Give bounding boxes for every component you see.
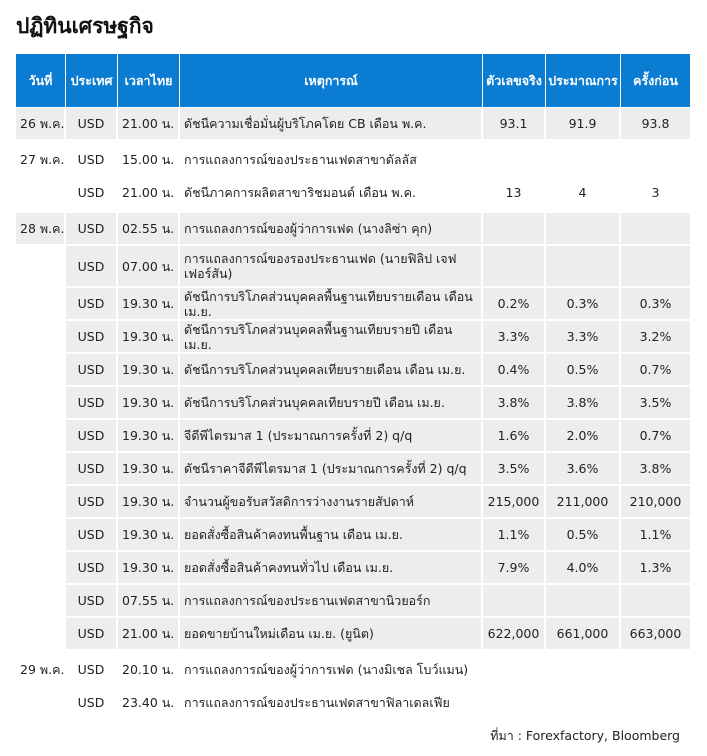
date-cell: 28 พ.ค.	[16, 210, 66, 246]
forecast-cell: 91.9	[546, 108, 621, 141]
time-cell: 19.30 น.	[118, 420, 180, 453]
date-cell	[16, 420, 66, 453]
actual-cell	[483, 141, 546, 177]
country-cell: USD	[66, 354, 118, 387]
forecast-cell: 3.8%	[546, 387, 621, 420]
header-thai-time[interactable]: เวลาไทย	[118, 54, 180, 108]
country-cell: USD	[66, 321, 118, 354]
table-row[interactable]	[16, 387, 690, 420]
previous-cell: 93.8	[621, 108, 690, 141]
date-cell	[16, 486, 66, 519]
table-row[interactable]	[16, 486, 690, 519]
forecast-cell: 4	[546, 177, 621, 210]
forecast-cell	[546, 141, 621, 177]
event-cell: ยอดสั่งซื้อสินค้าคงทนพื้นฐาน เดือน เม.ย.	[180, 519, 483, 552]
country-cell: USD	[66, 585, 118, 618]
previous-cell	[621, 687, 690, 720]
actual-cell	[483, 687, 546, 720]
date-cell	[16, 552, 66, 585]
time-cell: 19.30 น.	[118, 486, 180, 519]
country-cell: USD	[66, 141, 118, 177]
actual-cell: 0.4%	[483, 354, 546, 387]
table-header-row	[16, 54, 690, 108]
actual-cell: 1.6%	[483, 420, 546, 453]
event-cell: ดัชนีความเชื่อมั่นผู้บริโภคโดย CB เดือน พ.ค.	[180, 108, 483, 141]
actual-cell: 3.3%	[483, 321, 546, 354]
event-cell: การแถลงการณ์ของผู้ว่าการเฟด (นางมิเชล โบว์แมน)	[180, 651, 483, 687]
table-row[interactable]	[16, 687, 690, 720]
time-cell: 23.40 น.	[118, 687, 180, 720]
table-row[interactable]	[16, 321, 690, 354]
actual-cell: 1.1%	[483, 519, 546, 552]
previous-cell: 0.7%	[621, 420, 690, 453]
table-row[interactable]	[16, 552, 690, 585]
table-row[interactable]	[16, 108, 690, 141]
date-cell	[16, 519, 66, 552]
country-cell: USD	[66, 687, 118, 720]
date-cell: 27 พ.ค.	[16, 141, 66, 177]
date-cell: 26 พ.ค.	[16, 108, 66, 141]
table-row[interactable]	[16, 141, 690, 177]
time-cell: 19.30 น.	[118, 519, 180, 552]
table-row[interactable]	[16, 354, 690, 387]
forecast-cell: 3.3%	[546, 321, 621, 354]
previous-cell: 3	[621, 177, 690, 210]
country-cell: USD	[66, 519, 118, 552]
table-row[interactable]	[16, 585, 690, 618]
forecast-cell: 211,000	[546, 486, 621, 519]
time-cell: 21.00 น.	[118, 177, 180, 210]
country-cell: USD	[66, 288, 118, 321]
country-cell: USD	[66, 552, 118, 585]
actual-cell: 622,000	[483, 618, 546, 651]
event-cell: ดัชนีราคาจีดีพีไตรมาส 1 (ประมาณการครั้งที่ 2) q/q	[180, 453, 483, 486]
date-cell	[16, 288, 66, 321]
table-row[interactable]	[16, 618, 690, 651]
event-cell: ดัชนีการบริโภคส่วนบุคคลเทียบรายเดือน เดือน เม.ย.	[180, 354, 483, 387]
date-cell	[16, 618, 66, 651]
country-cell: USD	[66, 210, 118, 246]
forecast-cell: 0.5%	[546, 354, 621, 387]
previous-cell: 210,000	[621, 486, 690, 519]
actual-cell: 3.8%	[483, 387, 546, 420]
time-cell: 07.00 น.	[118, 246, 180, 288]
event-cell: การแถลงการณ์ของประธานเฟดสาขาดัลลัส	[180, 141, 483, 177]
previous-cell: 1.3%	[621, 552, 690, 585]
country-cell: USD	[66, 420, 118, 453]
time-cell: 19.30 น.	[118, 321, 180, 354]
actual-cell	[483, 210, 546, 246]
table-row[interactable]	[16, 177, 690, 210]
forecast-cell	[546, 585, 621, 618]
forecast-cell: 0.3%	[546, 288, 621, 321]
country-cell: USD	[66, 177, 118, 210]
time-cell: 19.30 น.	[118, 453, 180, 486]
time-cell: 15.00 น.	[118, 141, 180, 177]
event-cell: ดัชนีการบริโภคส่วนบุคคลพื้นฐานเทียบรายปี เดือน เม.ย.	[180, 321, 483, 354]
time-cell: 21.00 น.	[118, 618, 180, 651]
country-cell: USD	[66, 453, 118, 486]
event-cell: จำนวนผู้ขอรับสวัสดิการว่างงานรายสัปดาห์	[180, 486, 483, 519]
actual-cell: 215,000	[483, 486, 546, 519]
economic-calendar-table	[16, 54, 690, 720]
previous-cell: 0.3%	[621, 288, 690, 321]
table-row[interactable]	[16, 246, 690, 288]
actual-cell: 7.9%	[483, 552, 546, 585]
country-cell: USD	[66, 486, 118, 519]
forecast-cell	[546, 687, 621, 720]
previous-cell	[621, 210, 690, 246]
previous-cell	[621, 141, 690, 177]
event-cell: การแถลงการณ์ของผู้ว่าการเฟด (นางลิซ่า คุก)	[180, 210, 483, 246]
time-cell: 19.30 น.	[118, 354, 180, 387]
forecast-cell	[546, 651, 621, 687]
date-cell	[16, 177, 66, 210]
source-note: ที่มา : Forexfactory, Bloomberg	[490, 728, 680, 743]
event-cell: ดัชนีการบริโภคส่วนบุคคลพื้นฐานเทียบรายเดือน เดือน เม.ย.	[180, 288, 483, 321]
previous-cell: 0.7%	[621, 354, 690, 387]
country-cell: USD	[66, 618, 118, 651]
event-cell: ยอดขายบ้านใหม่เดือน เม.ย. (ยูนิต)	[180, 618, 483, 651]
event-cell: การแถลงการณ์ของประธานเฟดสาขานิวยอร์ก	[180, 585, 483, 618]
forecast-cell: 4.0%	[546, 552, 621, 585]
date-cell	[16, 354, 66, 387]
event-cell: การแถลงการณ์ของประธานเฟดสาขาฟิลาเดลเฟีย	[180, 687, 483, 720]
table-row[interactable]	[16, 651, 690, 687]
previous-cell: 663,000	[621, 618, 690, 651]
time-cell: 19.30 น.	[118, 552, 180, 585]
date-cell: 29 พ.ค.	[16, 651, 66, 687]
event-cell: การแถลงการณ์ของรองประธานเฟด (นายฟิลิป เจฟเฟอร์สัน)	[180, 246, 483, 288]
actual-cell	[483, 246, 546, 288]
actual-cell: 3.5%	[483, 453, 546, 486]
time-cell: 07.55 น.	[118, 585, 180, 618]
previous-cell: 3.2%	[621, 321, 690, 354]
forecast-cell	[546, 210, 621, 246]
country-cell: USD	[66, 651, 118, 687]
table-row[interactable]	[16, 210, 690, 246]
time-cell: 02.55 น.	[118, 210, 180, 246]
date-cell	[16, 585, 66, 618]
previous-cell: 1.1%	[621, 519, 690, 552]
actual-cell: 93.1	[483, 108, 546, 141]
date-cell	[16, 687, 66, 720]
actual-cell	[483, 651, 546, 687]
previous-cell: 3.8%	[621, 453, 690, 486]
page-title: ปฏิทินเศรษฐกิจ	[16, 14, 154, 38]
header-forecast[interactable]: ประมาณการ	[546, 54, 621, 108]
country-cell: USD	[66, 246, 118, 288]
time-cell: 19.30 น.	[118, 387, 180, 420]
table-row[interactable]	[16, 453, 690, 486]
event-cell: จีดีพีไตรมาส 1 (ประมาณการครั้งที่ 2) q/q	[180, 420, 483, 453]
country-cell: USD	[66, 108, 118, 141]
event-cell: ดัชนีการบริโภคส่วนบุคคลเทียบรายปี เดือน เม.ย.	[180, 387, 483, 420]
date-cell	[16, 321, 66, 354]
time-cell: 19.30 น.	[118, 288, 180, 321]
header-previous[interactable]: ครั้งก่อน	[621, 54, 690, 108]
header-country[interactable]: ประเทศ	[66, 54, 118, 108]
forecast-cell	[546, 246, 621, 288]
previous-cell	[621, 585, 690, 618]
previous-cell	[621, 246, 690, 288]
actual-cell: 13	[483, 177, 546, 210]
header-date[interactable]: วันที่	[16, 54, 66, 108]
forecast-cell: 2.0%	[546, 420, 621, 453]
forecast-cell: 3.6%	[546, 453, 621, 486]
time-cell: 20.10 น.	[118, 651, 180, 687]
actual-cell	[483, 585, 546, 618]
date-cell	[16, 453, 66, 486]
table-row[interactable]	[16, 519, 690, 552]
forecast-cell: 661,000	[546, 618, 621, 651]
table-row[interactable]	[16, 288, 690, 321]
header-event[interactable]: เหตุการณ์	[180, 54, 483, 108]
event-cell: ยอดสั่งซื้อสินค้าคงทนทั่วไป เดือน เม.ย.	[180, 552, 483, 585]
header-actual[interactable]: ตัวเลขจริง	[483, 54, 546, 108]
actual-cell: 0.2%	[483, 288, 546, 321]
forecast-cell: 0.5%	[546, 519, 621, 552]
date-cell	[16, 387, 66, 420]
table-row[interactable]	[16, 420, 690, 453]
previous-cell: 3.5%	[621, 387, 690, 420]
previous-cell	[621, 651, 690, 687]
date-cell	[16, 246, 66, 288]
event-cell: ดัชนีภาคการผลิตสาขาริชมอนด์ เดือน พ.ค.	[180, 177, 483, 210]
time-cell: 21.00 น.	[118, 108, 180, 141]
country-cell: USD	[66, 387, 118, 420]
